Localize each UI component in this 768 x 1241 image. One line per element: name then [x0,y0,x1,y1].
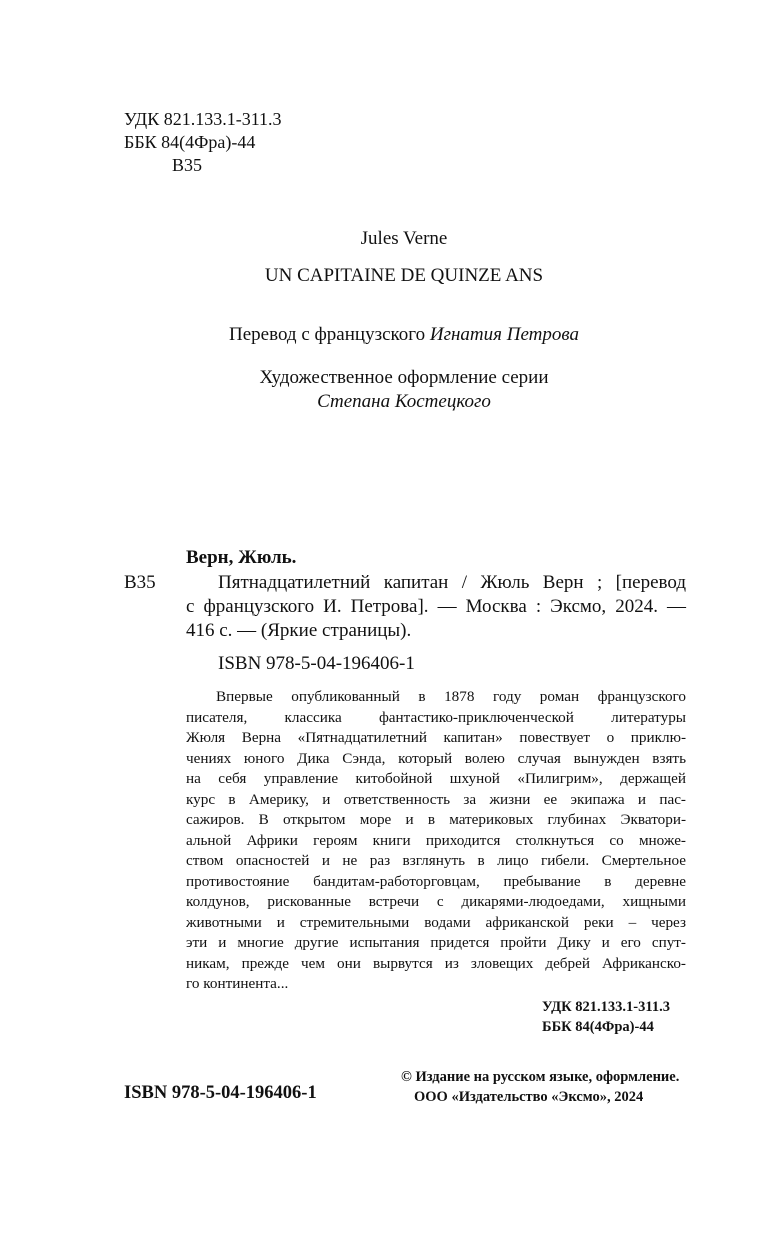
annotation-line: альной Африки героям книги приходится столкнуться со множе- [186,831,686,849]
footer-isbn: ISBN 978-5-04-196406-1 [124,1083,317,1103]
annotation-line: чениях юного Дика Сэнда, который волею случая вынужден взять [186,749,686,767]
original-author: Jules Verne [360,228,448,249]
annotation-line: противостояние бандитам-работорговцам, пребывание в деревне [186,872,686,890]
annotation-line: писателя, классика фантастико-приключенческой литературы [186,708,686,726]
original-title: UN CAPITAINE DE QUINZE ANS [264,265,544,286]
biblio-line-2: с французского И. Петрова]. — Москва : Эксмо, 2024. — [186,596,686,617]
author-sign: В35 [172,155,203,175]
annotation-line: эти и многие другие испытания придется пройти Дику и его спут- [186,934,686,951]
annotation-line: го континента... [186,975,289,992]
translation-prefix: Перевод с французского [229,324,430,345]
biblio-heading: Верн, Жюль. [186,547,297,568]
annotation-line: ством опасностей и не раз взглянуть в лицо гибели. Смертельное [186,852,686,869]
annotation-line: животными и стремительными водами африканской реки – через [186,913,686,931]
annotation-line: сажиров. В открытом море и в материковых глубинах Экватори- [186,811,686,828]
annotation-line: Впервые опубликованный в 1878 году роман французского [216,688,686,705]
biblio-line-3: 416 с. — (Яркие страницы). [186,620,412,641]
translator-name: Игнатия Петрова [429,324,579,345]
design-credit-label: Художественное оформление серии [259,367,549,388]
annotation-bbk: ББК 84(4Фра)-44 [542,1019,654,1035]
annotation [186,687,686,995]
annotation-line: курс в Америку, и ответственность за жизни ее экипажа и пас- [186,790,686,808]
biblio-isbn: ISBN 978-5-04-196406-1 [218,653,415,674]
biblio-sign: В35 [124,572,156,593]
designer-name: Степана Костецкого [317,391,491,412]
annotation-line: на себя управление китобойной шхуной «Пилигрим», держащей [186,770,686,787]
biblio-line-1: Пятнадцатилетний капитан / Жюль Верн ; [перевод [218,572,686,593]
annotation-line: никам, прежде чем они вырвутся из зловещих дебрей Африканско- [186,954,686,972]
annotation-udk: УДК 821.133.1-311.3 [542,999,670,1015]
translation-credit [0,323,768,347]
udk-code: УДК 821.133.1-311.3 [124,109,282,129]
copyright-line-2: ООО «Издательство «Эксмо», 2024 [414,1089,644,1105]
annotation-line: колдунов, рискованные встречи с дикарями-людоедами, хищными [186,893,686,910]
bbk-code: ББК 84(4Фра)-44 [124,132,256,152]
copyright-line-1: © Издание на русском языке, оформление. [401,1069,680,1085]
annotation-line: Жюля Верна «Пятнадцатилетний капитан» повествует о приклю- [186,729,686,746]
